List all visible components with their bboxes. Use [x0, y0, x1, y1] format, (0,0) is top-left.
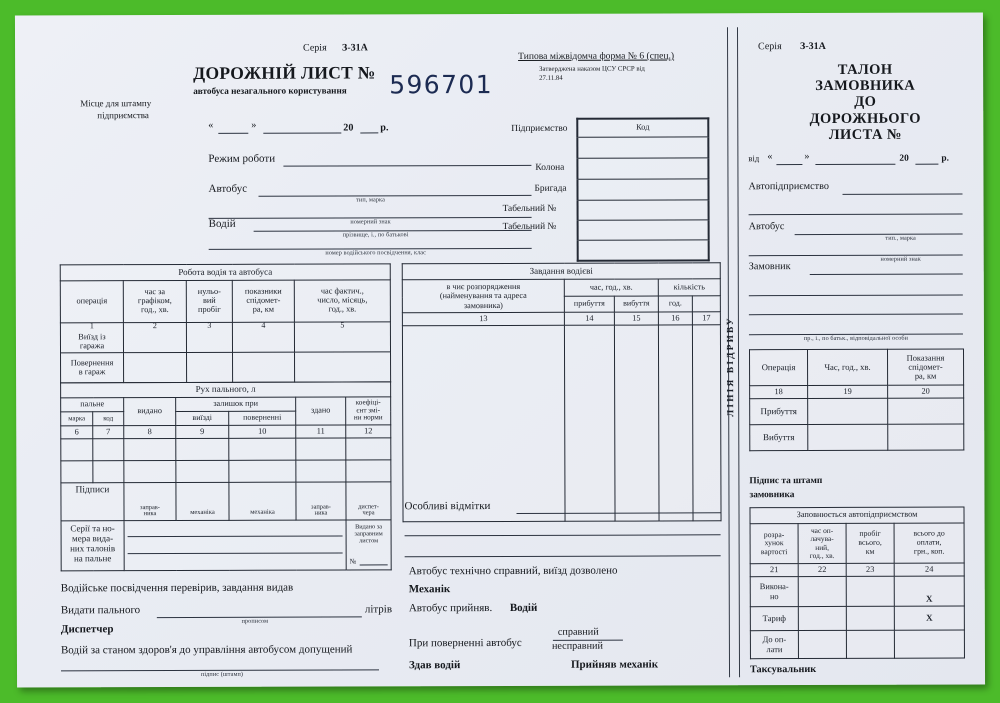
sig-role-filler-2[interactable]: заправ- ника — [296, 482, 346, 520]
right-bus-label: Автобус — [748, 221, 785, 233]
work-cell[interactable] — [295, 352, 391, 382]
work-col-schedule: час за графіком, год., хв. — [123, 280, 186, 322]
tech-ok-text: Автобус технічно справний, виїзд дозволено — [408, 564, 618, 578]
fuel-table — [60, 381, 392, 571]
fuel-sub-return: поверненні — [229, 411, 296, 425]
fuel-col-coefficient: коефіці- єнт змі- ни норми — [346, 397, 391, 425]
health-clearance-text: Водій за станом здоров'я до управління автобусом допущений — [60, 643, 353, 657]
column-label: Колона — [535, 162, 565, 173]
right-pay-cell[interactable] — [894, 630, 964, 658]
bus-accepted-text: Автобус прийняв. — [408, 602, 493, 615]
right-customer-label: Замовник — [748, 261, 791, 273]
work-cell[interactable] — [186, 322, 232, 352]
code-cell[interactable] — [578, 200, 709, 220]
tear-line-text: ЛІНІЯ ВІДРИВУ — [725, 316, 737, 417]
right-series-value: З-31А — [800, 40, 826, 53]
work-num-3: 3 — [207, 320, 212, 330]
work-row-return-label: Повернення в гараж — [61, 353, 124, 383]
code-cell[interactable] — [578, 240, 709, 261]
fuel-coupon-series-field[interactable] — [124, 520, 346, 571]
right-ops-num: 20 — [888, 385, 964, 398]
work-cell[interactable] — [124, 352, 187, 382]
task-cell[interactable] — [402, 325, 565, 522]
fuel-cell[interactable] — [176, 460, 229, 482]
work-mode-label: Режим роботи — [208, 152, 276, 165]
right-pay-col-total: всього до оплати, грн., коп. — [894, 523, 964, 563]
fuel-cell[interactable] — [124, 439, 176, 461]
task-table — [402, 262, 722, 522]
fuel-cell[interactable] — [346, 438, 391, 460]
right-pay-cell[interactable] — [798, 606, 846, 630]
fuel-table-caption: Рух пального, л — [61, 382, 391, 398]
right-pay-cell[interactable] — [846, 630, 894, 658]
fuel-cell[interactable] — [229, 438, 296, 460]
work-table — [60, 263, 391, 383]
right-pay-col-cost: розра- хунок вартості — [750, 524, 798, 564]
fuel-sub-code: код — [93, 412, 124, 426]
right-pay-table — [749, 507, 964, 660]
right-responsible-hint: пр., і., по батьк., відповідальної особи — [803, 334, 909, 343]
work-table-caption: Робота водія та автобуса — [60, 264, 390, 281]
fuel-sub-brand: марка — [61, 412, 93, 426]
bus-label: Автобус — [208, 182, 248, 195]
task-sub-empty — [692, 296, 720, 312]
code-table — [576, 117, 709, 261]
special-marks-label: Особливі відмітки — [404, 500, 491, 513]
fuel-group-fuel: пальне — [61, 398, 124, 412]
right-date-quote-open: « — [767, 151, 773, 163]
right-enterprise-blank-2[interactable] — [749, 214, 963, 216]
right-date-year-suffix: р. — [941, 153, 949, 164]
right-enterprise-blank[interactable] — [843, 194, 963, 195]
right-ops-cell[interactable] — [808, 398, 888, 424]
date-quote-open: « — [208, 119, 214, 131]
fuel-issued-no: № — [349, 557, 357, 566]
handed-by-label: Здав водій — [408, 659, 461, 672]
right-pay-num: 21 — [750, 564, 798, 577]
work-col-actual-time: час фактич., число, місяць, год., хв. — [294, 280, 390, 322]
fuel-cell[interactable] — [61, 461, 93, 483]
health-sign-hint: підпис (штамп) — [200, 670, 244, 678]
driver-license-hint: номер водійського посвідчення, клас — [325, 249, 426, 257]
work-num-5: 5 — [340, 320, 345, 330]
left-series-label: Серія — [303, 42, 327, 54]
task-sub-departure: вибуття — [614, 296, 658, 312]
mechanic-label: Механік — [408, 583, 451, 596]
on-return-label: При поверненні автобус — [408, 636, 522, 650]
enterprise-label: Підприємство — [511, 123, 568, 134]
bus-type-hint: тип, марка — [356, 196, 385, 204]
right-title: ТАЛОН ЗАМОВНИКА ДО ДОРОЖНЬОГО ЛИСТА № — [809, 61, 921, 143]
sig-role-filler-1[interactable]: заправ- ника — [124, 483, 176, 521]
special-marks-blank-3[interactable] — [405, 555, 721, 557]
fuel-num: 10 — [229, 425, 296, 438]
customer-stamp-line2: замовника — [749, 490, 795, 501]
fuel-num: 8 — [124, 426, 176, 439]
bus-plate-hint: номерний знак — [350, 218, 391, 226]
form-meta-title: Типова міжвідомча форма № 6 (спец.) — [518, 50, 675, 62]
fuel-num: 7 — [93, 426, 124, 439]
tab-no-label-1: Табельний № — [502, 203, 557, 214]
right-date-year-prefix: 20 — [899, 153, 909, 164]
sig-role-dispatcher[interactable]: диспет- чера — [346, 482, 391, 520]
work-cell[interactable] — [232, 322, 294, 352]
tab-no-label-2: Табельний № — [502, 221, 557, 232]
right-date-year-blank[interactable] — [915, 164, 938, 165]
on-return-bad[interactable]: несправний — [551, 640, 603, 652]
right-pay-mark-tariff: X — [894, 606, 964, 630]
right-ops-col-odometer: Показання спідомет- ра, км — [887, 349, 963, 385]
date-quote-close: » — [251, 119, 257, 131]
code-label: Код — [636, 122, 650, 132]
right-series-label: Серія — [758, 41, 782, 53]
right-customer-blank-1[interactable] — [810, 274, 963, 275]
issue-fuel-hint: прописом — [241, 617, 269, 625]
right-pay-caption: Заповнюється автопідприємством — [750, 507, 964, 524]
work-num-4: 4 — [261, 320, 266, 330]
date-year-blank[interactable] — [360, 132, 378, 133]
fuel-num: 11 — [296, 425, 346, 438]
fuel-cell[interactable] — [93, 461, 124, 483]
fuel-sub-departure: виїзді — [176, 411, 229, 425]
right-pay-col-distance: пробіг всього, км — [846, 523, 894, 563]
page-title: ДОРОЖНІЙ ЛИСТ № — [193, 62, 376, 83]
work-num-1: 1 — [89, 321, 94, 331]
task-num: 13 — [402, 312, 564, 326]
right-pay-cell[interactable] — [798, 630, 846, 658]
license-checked-text: Водійське посвідчення перевірив, завдання видав — [60, 581, 294, 595]
sig-role-mechanic-2[interactable]: механіка — [229, 482, 296, 520]
signatures-label: Підписи — [61, 483, 124, 521]
taxer-label: Таксувальник — [749, 664, 817, 676]
right-pay-num: 24 — [894, 563, 964, 576]
code-header — [577, 118, 708, 137]
fuel-group-remainder: залишок при — [176, 397, 296, 411]
fuel-cell[interactable] — [93, 439, 124, 461]
code-cell[interactable] — [577, 137, 708, 158]
sig-role-mechanic-1[interactable]: механіка — [176, 482, 229, 520]
right-customer-blank-3[interactable] — [749, 314, 963, 316]
fuel-num: 6 — [61, 426, 93, 439]
work-col-zero-run: нульо- вий пробіг — [186, 280, 232, 322]
task-cell[interactable] — [658, 325, 693, 521]
task-num: 15 — [614, 312, 658, 325]
work-row-departure-label: 1 Виїзд із гаража — [60, 323, 123, 353]
right-ops-cell[interactable] — [808, 424, 888, 450]
driver-name-hint: прізвище, і., по батькові — [342, 231, 409, 239]
task-col-order: в чиє розпорядження (найменування та адреса замовника) — [402, 279, 564, 313]
page-subtitle: автобуса незагального користування — [193, 85, 347, 96]
code-cell[interactable] — [577, 158, 708, 179]
right-pay-cell[interactable] — [798, 576, 846, 606]
special-marks-blank-2[interactable] — [405, 534, 721, 536]
form-meta-approved-2: 27.11.84 — [539, 74, 563, 82]
task-cell[interactable] — [692, 325, 721, 521]
right-pay-mark-done: X — [894, 576, 964, 606]
right-pay-row-done: Викона- но — [750, 577, 798, 607]
right-ops-cell[interactable] — [888, 424, 964, 450]
dispatcher-label: Диспетчер — [60, 623, 114, 636]
task-sub-arrival: прибуття — [564, 296, 614, 312]
right-ops-num: 19 — [808, 385, 888, 398]
driver-label: Водій — [208, 217, 236, 230]
date-year-suffix: р. — [380, 122, 389, 134]
right-customer-blank-2[interactable] — [749, 295, 963, 297]
accepted-by-label: Прийняв механік — [570, 658, 659, 671]
task-num: 14 — [564, 312, 614, 325]
form-meta-approved-1: Затверджена наказом ЦСУ СРСР від — [539, 65, 645, 73]
fuel-cell[interactable] — [124, 461, 176, 483]
task-cell[interactable] — [564, 325, 615, 521]
date-year-prefix: 20 — [343, 122, 354, 134]
right-pay-num: 22 — [798, 563, 846, 576]
right-enterprise-label: Автопідприємство — [748, 180, 829, 193]
serial-number: 596701 — [389, 70, 494, 100]
fuel-num: 12 — [346, 425, 391, 438]
work-cell[interactable] — [233, 352, 295, 382]
right-pay-row-topay: До оп- лати — [750, 631, 798, 659]
code-cell[interactable] — [578, 220, 709, 240]
fuel-issued-by-sheet[interactable]: Видано за заправним листом № — [346, 520, 391, 570]
fuel-cell[interactable] — [296, 460, 346, 482]
right-pay-row-tariff: Тариф — [750, 607, 798, 631]
right-pay-cell[interactable] — [846, 576, 894, 606]
task-cell[interactable] — [614, 325, 659, 521]
fuel-cell[interactable] — [346, 460, 391, 482]
right-date-quote-close: » — [804, 151, 810, 163]
task-group-count: кількість — [658, 279, 720, 296]
work-cell[interactable] — [187, 352, 233, 382]
work-cell[interactable] — [123, 322, 186, 352]
right-ops-col-operation: Операція — [750, 350, 808, 386]
right-ops-table — [749, 349, 964, 452]
fuel-num: 9 — [176, 425, 229, 438]
fuel-col-issued: видано — [124, 398, 176, 426]
right-bus-type-hint: тип., марка — [885, 234, 916, 242]
right-pay-col-paid-time: час оп- лачува- ний, год., хв. — [798, 523, 846, 563]
work-mode-blank[interactable] — [283, 165, 531, 167]
right-ops-num: 18 — [750, 386, 808, 399]
stamp-place-line1: Місце для штампу — [80, 98, 152, 109]
right-ops-row-departure: Вибуття — [750, 425, 808, 451]
task-sub-hours: год. — [658, 296, 692, 312]
right-ops-row-arrival: Прибуття — [750, 399, 808, 425]
form-sheet — [15, 12, 985, 687]
right-date-prefix: від — [748, 153, 760, 164]
bus-accepted-role: Водій — [509, 601, 538, 614]
task-num: 16 — [658, 312, 692, 325]
brigade-label: Бригада — [534, 183, 567, 194]
work-num-2: 2 — [152, 321, 157, 331]
task-group-time: час, год., хв. — [564, 279, 658, 296]
fuel-cell[interactable] — [296, 438, 346, 460]
work-col-operation: операція — [60, 281, 123, 323]
document-page — [15, 12, 985, 687]
right-date-month-blank[interactable] — [815, 164, 895, 165]
right-pay-cell[interactable] — [846, 606, 894, 630]
right-ops-cell[interactable] — [888, 398, 964, 424]
task-num: 17 — [692, 312, 720, 325]
left-series-value: З-31А — [342, 42, 368, 54]
work-cell[interactable] — [294, 322, 390, 352]
stamp-place-line2: підприємства — [97, 110, 149, 121]
right-date-day-blank[interactable] — [776, 164, 802, 165]
work-col-odometer: показники спідомет- ра, км — [232, 280, 294, 322]
customer-stamp-line1: Підпис та штамп — [749, 475, 823, 487]
right-ops-col-time: Час, год., хв. — [808, 349, 888, 385]
right-pay-num: 23 — [846, 563, 894, 576]
task-table-caption: Завдання водієві — [402, 263, 720, 280]
fuel-coupon-series-label: Серії та но- мера вида- них талонів на пальне — [61, 521, 124, 571]
on-return-ok[interactable]: справний — [557, 626, 599, 638]
right-bus-plate-hint: номерний знак — [880, 255, 921, 263]
issue-fuel-units: літрів — [364, 603, 393, 616]
date-day-blank[interactable] — [218, 133, 248, 134]
date-month-blank[interactable] — [263, 132, 341, 133]
issue-fuel-label: Видати пального — [60, 604, 141, 617]
fuel-cell[interactable] — [229, 460, 296, 482]
fuel-cell[interactable] — [61, 439, 93, 461]
fuel-col-handed: здано — [296, 397, 346, 425]
code-cell[interactable] — [577, 179, 708, 200]
fuel-cell[interactable] — [176, 438, 229, 460]
